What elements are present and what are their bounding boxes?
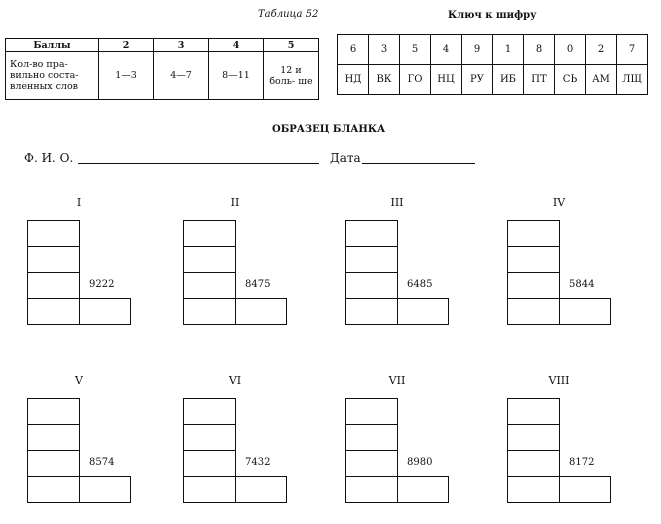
fio-label: Ф. И. О. [24,151,74,165]
scores-row [6,52,319,100]
answer-cell[interactable] [507,476,560,503]
key-digit-cell: 7 [617,35,648,65]
key-letter-cell: ПТ [524,65,555,95]
form-number: VII [388,374,406,387]
scores-header-5: 5 [264,39,319,52]
table-caption: Таблица 52 [258,9,319,20]
answer-form [507,374,613,509]
scores-value-5: 12 и боль- ше [264,52,319,100]
answer-cell[interactable] [559,298,611,325]
answer-cell[interactable] [27,298,80,325]
key-letter-cell: АМ [586,65,617,95]
answer-cell[interactable] [397,298,449,325]
answer-cell[interactable] [27,450,80,477]
key-letters-row [338,65,648,95]
answer-cell[interactable] [507,246,560,273]
code-number: 7432 [245,457,271,468]
answer-form [345,374,451,509]
answer-cell[interactable] [507,298,560,325]
code-number: 9222 [89,279,115,290]
answer-cell[interactable] [507,398,560,425]
form-number: V [75,374,83,387]
answer-cell[interactable] [27,424,80,451]
form-heading: ОБРАЗЕЦ БЛАНКА [272,124,386,135]
answer-cell[interactable] [183,424,236,451]
code-number: 5844 [569,279,595,290]
key-digit-cell: 1 [493,35,524,65]
answer-form [27,374,133,509]
code-number: 8172 [569,457,595,468]
answer-cell[interactable] [183,298,236,325]
answer-form [345,196,451,331]
scores-header-3: 3 [154,39,209,52]
form-number: I [76,196,82,209]
answer-cell[interactable] [183,450,236,477]
key-digit-cell: 2 [586,35,617,65]
answer-form [183,196,289,331]
answer-cell[interactable] [27,398,80,425]
scores-value-2: 1—3 [99,52,154,100]
row-label-line-2: вильно соста- [10,70,79,81]
answer-form [183,374,289,509]
scores-value-4: 8—11 [209,52,264,100]
key-letter-cell: ГО [400,65,431,95]
key-letter-cell: ИБ [493,65,524,95]
answer-cell[interactable] [183,246,236,273]
answer-cell[interactable] [507,220,560,247]
answer-cell[interactable] [79,476,131,503]
answer-cell[interactable] [345,246,398,273]
key-letter-cell: ЛЩ [617,65,648,95]
scores-header-4: 4 [209,39,264,52]
key-letter-cell: РУ [462,65,493,95]
key-digit-cell: 3 [369,35,400,65]
answer-cell[interactable] [345,450,398,477]
answer-cell[interactable] [507,272,560,299]
scores-header-row [6,39,319,52]
answer-cell[interactable] [345,220,398,247]
row-label-line-3: вленных слов [10,81,79,92]
answer-cell[interactable] [183,220,236,247]
key-digits-row [338,35,648,65]
scores-header-2: 2 [99,39,154,52]
answer-form [507,196,613,331]
answer-cell[interactable] [79,298,131,325]
row-label-line-1: Кол-во пра- [10,59,68,70]
answer-cell[interactable] [345,476,398,503]
form-number: VIII [548,374,570,387]
answer-cell[interactable] [183,272,236,299]
key-digit-cell: 9 [462,35,493,65]
form-number: III [390,196,404,209]
key-letter-cell: СЬ [555,65,586,95]
answer-cell[interactable] [345,298,398,325]
answer-cell[interactable] [183,476,236,503]
date-label: Дата [330,151,361,165]
answer-cell[interactable] [559,476,611,503]
answer-form [27,196,133,331]
key-digit-cell: 0 [555,35,586,65]
answer-cell[interactable] [345,272,398,299]
answer-cell[interactable] [27,220,80,247]
code-number: 8980 [407,457,433,468]
answer-cell[interactable] [183,398,236,425]
key-digit-cell: 5 [400,35,431,65]
form-number: VI [228,374,242,387]
answer-cell[interactable] [27,246,80,273]
code-number: 8475 [245,279,271,290]
scores-header-points: Баллы [6,39,99,52]
scores-table [5,38,319,100]
key-letter-cell: НД [338,65,369,95]
key-digit-cell: 8 [524,35,555,65]
code-number: 6485 [407,279,433,290]
scores-row-label [6,52,99,100]
date-line [362,163,475,164]
answer-cell[interactable] [507,424,560,451]
form-number: IV [552,196,566,209]
key-digit-cell: 6 [338,35,369,65]
key-table [337,34,648,95]
scores-value-3: 4—7 [154,52,209,100]
answer-cell[interactable] [345,398,398,425]
answer-cell[interactable] [235,298,287,325]
answer-cell[interactable] [235,476,287,503]
answer-cell[interactable] [507,450,560,477]
key-letter-cell: ВК [369,65,400,95]
form-number: II [230,196,240,209]
code-number: 8574 [89,457,115,468]
fio-line [78,163,319,164]
key-digit-cell: 4 [431,35,462,65]
answer-cell[interactable] [345,424,398,451]
key-letter-cell: НЦ [431,65,462,95]
key-title: Ключ к шифру [448,10,537,21]
answer-cell[interactable] [27,272,80,299]
answer-cell[interactable] [27,476,80,503]
answer-cell[interactable] [397,476,449,503]
